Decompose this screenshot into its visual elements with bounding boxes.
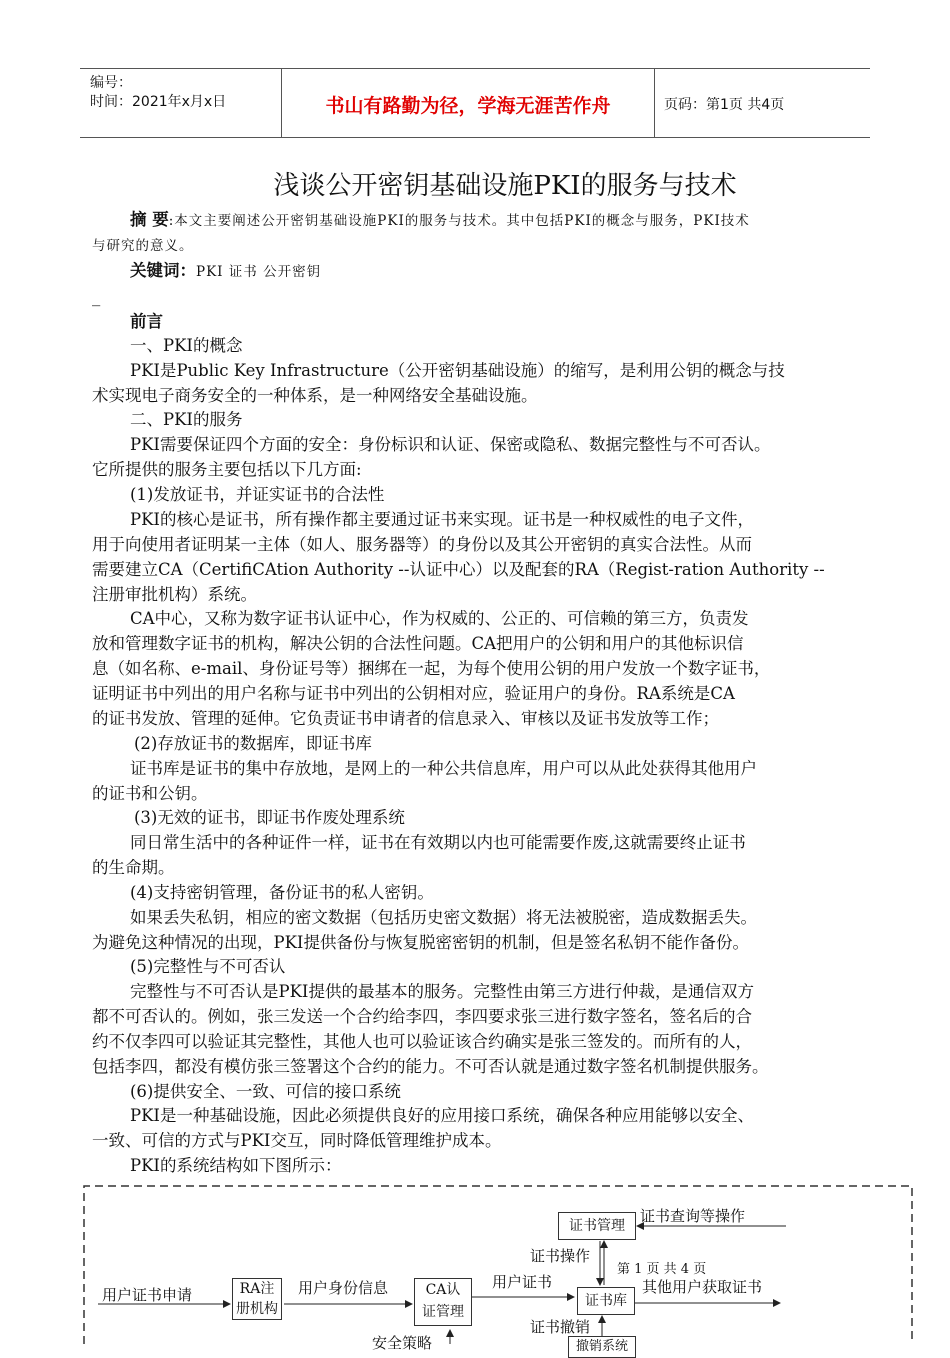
header-page-cell [654,69,870,137]
label-cert-query: 证书查询等操作 [640,1207,746,1225]
label-cert-operations: 证书操作 [530,1247,591,1265]
paragraph-line: 术实现电子商务安全的一种体系，是一种网络安全基础设施。 [92,386,538,405]
box-ca-line1: CA认 [425,1282,461,1298]
paragraph-line: 约不仅李四可以验证其完整性，其他人也可以验证该合约确实是张三签发的。而所有的人， [92,1032,752,1051]
abstract-line-1 [130,209,750,232]
box-ra [232,1278,282,1320]
box-cert-repository: 证书库 [577,1287,635,1315]
paragraph-line: 注册审批机构）系统。 [92,585,257,604]
paragraph-line: 用于向使用者证明某一主体（如人、服务器等）的身份以及其公开密钥的真实合法性。从而 [92,535,752,554]
diagram-page-footer: 第 1 页 共 4 页 [617,1262,707,1277]
label-user-identity: 用户身份信息 [298,1279,389,1297]
paragraph-line: PKI是Public Key Infrastructure（公开密钥基础设施）的缩写，是利用公钥的概念与技 [130,361,785,380]
subheading-3: (3)无效的证书，即证书作废处理系统 [134,808,405,827]
label-user-apply: 用户证书申请 [102,1286,193,1304]
paragraph-line: 证书库是证书的集中存放地，是网上的一种公共信息库，用户可以从此处获得其他用户 [130,759,757,778]
box-revoke-system: 撤销系统 [568,1336,636,1358]
paragraph-line: 都不可否认的。例如，张三发送一个合约给李四，李四要求张三进行数字签名，签名后的合 [92,1007,752,1026]
header-motto-cell [281,69,655,137]
paragraph-line: PKI的系统结构如下图所示： [130,1156,342,1175]
paragraph-line: PKI的核心是证书，所有操作都主要通过证书来实现。证书是一种权威性的电子文件， [130,510,754,529]
abstract-text-2: 与研究的意义。 [92,238,194,254]
box-cert-management: 证书管理 [558,1212,636,1240]
header-page-info: 页码：第1页 共4页 [664,97,785,113]
label-security-policy: 安全策略 [372,1334,433,1352]
section-heading-concept: 一、PKI的概念 [130,336,243,355]
paragraph-line: 一致、可信的方式与PKI交互，同时降低管理维护成本。 [92,1131,502,1150]
section-heading-services: 二、PKI的服务 [130,410,243,429]
header-meta-cell [80,69,280,137]
header-motto: 书山有路勤为径，学海无涯苦作舟 [325,95,611,117]
paragraph-line: 为避免这种情况的出现，PKI提供备份与恢复脱密密钥的机制，但是签名私钥不能作备份。 [92,933,749,952]
keywords-value: PKI 证书 公开密钥 [196,264,322,280]
paragraph-line: 它所提供的服务主要包括以下几方面: [92,460,362,479]
paragraph-line: 的生命期。 [92,858,175,877]
paragraph-line: 如果丢失私钥，相应的密文数据（包括历史密文数据）将无法被脱密，造成数据丢失。 [130,908,757,927]
document-title: 浅谈公开密钥基础设施PKI的服务与技术 [273,171,737,201]
diagram-frame [84,1186,912,1344]
section-preface: 前言 [130,312,163,331]
label-cert-revoke: 证书撤销 [530,1318,591,1336]
paragraph-line: 包括李四，都没有模仿张三签署这个合约的能力。不可否认就是通过数字签名机制提供服务。 [92,1057,769,1076]
subheading-6: (6)提供安全、一致、可信的接口系统 [130,1082,401,1101]
paragraph-line: 需要建立CA（CertifiCAtion Authority --认证中心）以及配套的RA（Regist-ration Authority -- [92,560,825,579]
doc-number-label: 编号： [90,75,132,91]
paragraph-line: 息（如名称、e-mail、身份证号等）捆绑在一起，为每个使用公钥的用户发放一个数字证书， [92,659,771,678]
subheading-4: (4)支持密钥管理，备份证书的私人密钥。 [130,883,434,902]
page-header [80,68,870,138]
subheading-5: (5)完整性与不可否认 [130,957,286,976]
label-other-users: 其他用户获取证书 [642,1278,763,1296]
separator-dash: _ [92,287,101,306]
box-ca [414,1278,472,1326]
paragraph-line: 的证书发放、管理的延伸。它负责证书申请者的信息录入、审核以及证书发放等工作； [92,709,719,728]
paragraph-line: 完整性与不可否认是PKI提供的最基本的服务。完整性由第三方进行仲裁，是通信双方 [130,982,754,1001]
box-ra-line1: RA注 [239,1281,275,1297]
keywords-line [130,260,321,283]
paragraph-line: 放和管理数字证书的机构，解决公钥的合法性问题。CA把用户的公钥和用户的其他标识信 [92,634,744,653]
paragraph-line: PKI需要保证四个方面的安全：身份标识和认证、保密或隐私、数据完整性与不可否认。 [130,435,771,454]
box-ra-line2: 册机构 [236,1301,278,1317]
abstract-text-1: :本文主要阐述公开密钥基础设施PKI的服务与技术。其中包括PKI的概念与服务，PKI技术 [168,213,750,229]
paragraph-line: 的证书和公钥。 [92,784,208,803]
label-user-cert: 用户证书 [492,1273,553,1291]
subheading-2: (2)存放证书的数据库，即证书库 [134,734,372,753]
paragraph-line: CA中心，又称为数字证书认证中心，作为权威的、公正的、可信赖的第三方，负责发 [130,609,749,628]
doc-date-label: 时间：2021年x月x日 [90,94,227,110]
paragraph-line: PKI是一种基础设施，因此必须提供良好的应用接口系统，确保各种应用能够以安全、 [130,1106,754,1125]
box-ca-line2: 证管理 [422,1304,464,1320]
paragraph-line: 证明证书中列出的用户名称与证书中列出的公钥相对应，验证用户的身份。RA系统是CA [92,684,735,703]
subheading-1: (1)发放证书，并证实证书的合法性 [130,485,385,504]
abstract-label: 摘 要 [130,210,169,229]
keywords-label: 关键词： [130,261,196,280]
paragraph-line: 同日常生活中的各种证件一样，证书在有效期以内也可能需要作废,这就需要终止证书 [130,833,746,852]
